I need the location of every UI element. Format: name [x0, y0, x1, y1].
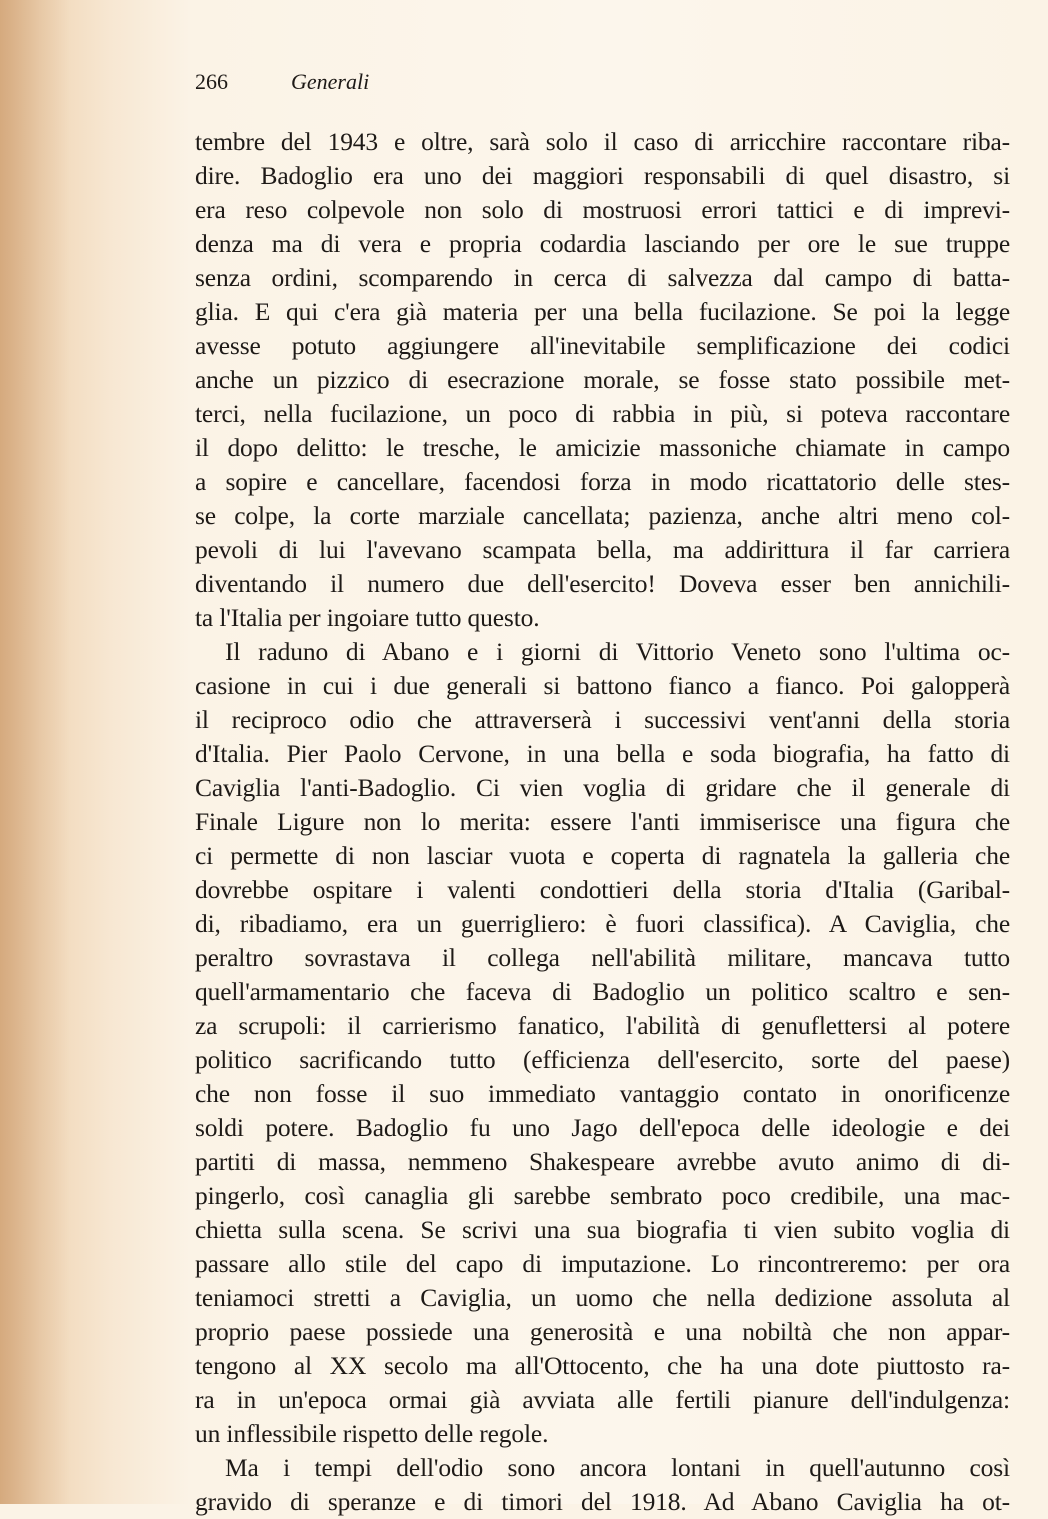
- text-line: diventando il numero due dell'esercito! Doveva esser ben annichili-: [195, 569, 1010, 598]
- text-line: za scrupoli: il carrierismo fanatico, l'abilità di genuflettersi al potere: [195, 1011, 1010, 1040]
- page-number: 266: [195, 69, 228, 94]
- text-line: teniamoci stretti a Caviglia, un uomo che nella dedizione assoluta al: [195, 1283, 1010, 1312]
- text-line: a sopire e cancellare, facendosi forza in modo ricattatorio delle stes-: [195, 467, 1010, 496]
- text-line: partiti di massa, nemmeno Shakespeare avrebbe avuto animo di di-: [195, 1147, 1010, 1176]
- text-line: passare allo stile del capo di imputazione. Lo rincontreremo: per ora: [195, 1249, 1010, 1278]
- text-line: senza ordini, scomparendo in cerca di salvezza dal campo di batta-: [195, 263, 1010, 292]
- text-line: proprio paese possiede una generosità e una nobiltà che non appar-: [195, 1317, 1010, 1346]
- text-line: ci permette di non lasciar vuota e coperta di ragnatela la galleria che: [195, 841, 1010, 870]
- text-line: tembre del 1943 e oltre, sarà solo il caso di arricchire raccontare riba-: [195, 127, 1010, 156]
- text-line: casione in cui i due generali si battono fianco a fianco. Poi galopperà: [195, 671, 1010, 700]
- text-line: pingerlo, così canaglia gli sarebbe sembrato poco credibile, una mac-: [195, 1181, 1010, 1210]
- text-line: il dopo delitto: le tresche, le amicizie massoniche chiamate in campo: [195, 433, 1010, 462]
- text-line: pevoli di lui l'avevano scampata bella, ma addirittura il far carriera: [195, 535, 1010, 564]
- gutter-shadow: [0, 0, 70, 1504]
- text-line: anche un pizzico di esecrazione morale, se fosse stato possibile met-: [195, 365, 1010, 394]
- text-line: gravido di speranze e di timori del 1918. Ad Abano Caviglia ha ot-: [195, 1487, 1010, 1516]
- text-line: peraltro sovrastava il collega nell'abilità militare, mancava tutto: [195, 943, 1010, 972]
- text-line: d'Italia. Pier Paolo Cervone, in una bella e soda biografia, ha fatto di: [195, 739, 1010, 768]
- text-line: un inflessibile rispetto delle regole.: [195, 1419, 549, 1448]
- text-line: Il raduno di Abano e i giorni di Vittorio Veneto sono l'ultima oc-: [225, 637, 1010, 666]
- text-line: era reso colpevole non solo di mostruosi errori tattici e di imprevi-: [195, 195, 1010, 224]
- text-line: ra in un'epoca ormai già avviata alle fertili pianure dell'indulgenza:: [195, 1385, 1010, 1414]
- text-line: che non fosse il suo immediato vantaggio contato in onorificenze: [195, 1079, 1010, 1108]
- running-head: [195, 67, 369, 97]
- body-text: [195, 125, 1010, 1519]
- text-line: Ma i tempi dell'odio sono ancora lontani in quell'autunno così: [225, 1453, 1010, 1482]
- text-line: Finale Ligure non lo merita: essere l'anti immiserisce una figura che: [195, 807, 1010, 836]
- section-title: Generali: [291, 69, 370, 94]
- text-line: glia. E qui c'era già materia per una bella fucilazione. Se poi la legge: [195, 297, 1010, 326]
- text-line: terci, nella fucilazione, un poco di rabbia in più, si poteva raccontare: [195, 399, 1010, 428]
- text-line: politico sacrificando tutto (efficienza dell'esercito, sorte del paese): [195, 1045, 1010, 1074]
- text-line: avesse potuto aggiungere all'inevitabile semplificazione dei codici: [195, 331, 1010, 360]
- text-line: chietta sulla scena. Se scrivi una sua biografia ti vien subito voglia di: [195, 1215, 1010, 1244]
- text-line: tengono al XX secolo ma all'Ottocento, che ha una dote piuttosto ra-: [195, 1351, 1010, 1380]
- text-line: quell'armamentario che faceva di Badoglio un politico scaltro e sen-: [195, 977, 1010, 1006]
- text-line: dovrebbe ospitare i valenti condottieri della storia d'Italia (Garibal-: [195, 875, 1010, 904]
- text-line: di, ribadiamo, era un guerrigliero: è fuori classifica). A Caviglia, che: [195, 909, 1010, 938]
- text-line: denza ma di vera e propria codardia lasciando per ore le sue truppe: [195, 229, 1010, 258]
- text-line: il reciproco odio che attraverserà i successivi vent'anni della storia: [195, 705, 1010, 734]
- text-line: ta l'Italia per ingoiare tutto questo.: [195, 603, 540, 632]
- text-line: dire. Badoglio era uno dei maggiori responsabili di quel disastro, si: [195, 161, 1010, 190]
- text-line: Caviglia l'anti-Badoglio. Ci vien voglia di gridare che il generale di: [195, 773, 1010, 802]
- text-line: soldi potere. Badoglio fu uno Jago dell'epoca delle ideologie e dei: [195, 1113, 1010, 1142]
- text-line: se colpe, la corte marziale cancellata; pazienza, anche altri meno col-: [195, 501, 1010, 530]
